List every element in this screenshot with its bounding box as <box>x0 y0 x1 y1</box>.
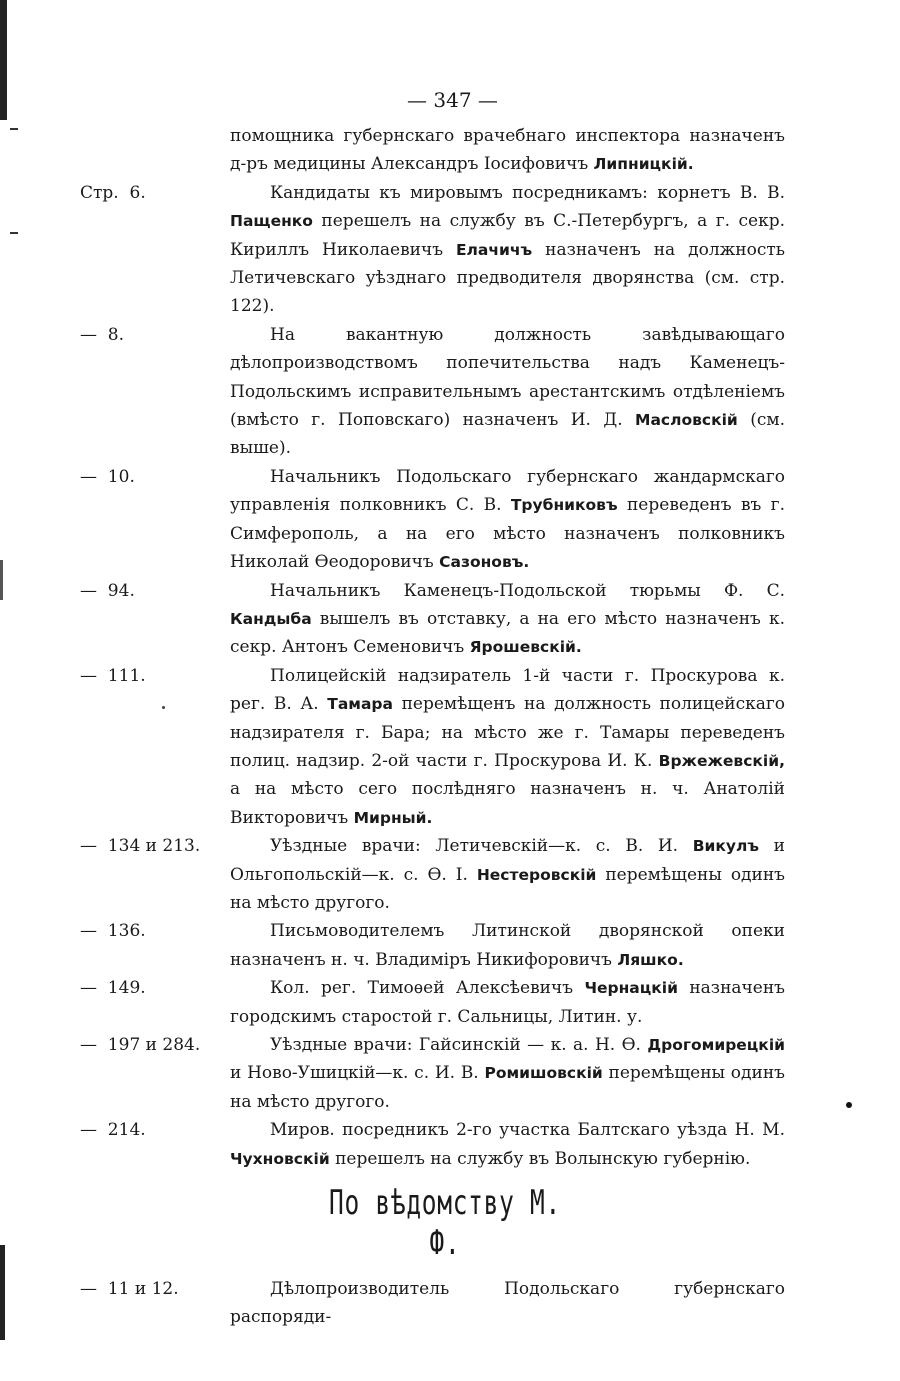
person-name: Чухновскій <box>230 1149 330 1168</box>
page-reference: — 197 и 284. <box>80 1035 201 1055</box>
entry-text <box>230 463 785 577</box>
person-name: Тамара <box>327 695 393 714</box>
entry-text-part: перемѣщены одинъ на мѣсто другого. <box>230 1063 785 1112</box>
entry-text-part: помощника губернскаго врачебнаго инспектора назначенъ д-ръ медицины Александръ Іосифовичъ <box>230 126 785 175</box>
page-reference: — 94. <box>80 580 135 601</box>
entry-text-part: На вакантную должность завѣдывающаго дѣлопроизводствомъ попечительства надъ Каменецъ-Подольскимъ исправительнымъ арестантскимъ отдѣленіемъ (вмѣсто г. Поповскаго) назначенъ И. Д. <box>230 324 785 431</box>
entry-row <box>80 832 785 917</box>
entry-text-part: назначенъ городскимъ старостой г. Сальницы, Литин. у. <box>230 978 785 1027</box>
entry-text <box>230 122 785 179</box>
entry-text-part: перемѣщены одинъ на мѣсто другого. <box>230 864 785 913</box>
page-reference: — 149. <box>80 978 146 999</box>
person-name: Чернацкій <box>584 979 678 998</box>
entry-text <box>230 321 785 463</box>
ink-spot <box>846 1102 852 1108</box>
entry-text-part: и Ольгопольскій—к. с. Ѳ. І. <box>230 836 785 885</box>
entry-text <box>230 1116 785 1173</box>
entry-row <box>80 974 785 1031</box>
page-reference <box>80 122 230 179</box>
page-reference: — 10. <box>80 466 135 487</box>
entry-text <box>230 974 785 1031</box>
entry-text <box>230 179 785 321</box>
entry-text <box>230 577 785 662</box>
person-name: Трубниковъ <box>510 496 618 515</box>
entry-text-part: перемѣщенъ на должность полицейскаго надзирателя г. Бара; на мѣсто же г. Тамары переведенъ полиц. надзир. 2-ой части г. Проскурова И. К. <box>230 694 786 771</box>
person-name: Масловскій <box>635 411 738 430</box>
entry-row <box>80 463 785 577</box>
entry-text-part: Миров. посредникъ 2-го участка Балтскаго уѣзда Н. М. <box>270 1120 785 1141</box>
person-name: Нестеровскій <box>476 865 597 884</box>
entry-text-part: Уѣздные врачи: Гайсинскій — к. а. Н. Ѳ. <box>270 1035 648 1055</box>
entry-row <box>80 917 785 974</box>
entry-text-part: Кол. рег. Тимоѳей Алексѣевичъ <box>270 978 585 999</box>
entry-text-part: вышелъ въ отставку, а на его мѣсто назначенъ к. секр. Антонъ Семеновичъ <box>230 608 785 658</box>
entry-text-part: а на мѣсто сего послѣдняго назначенъ н. ч. Анатолій Викторовичъ <box>230 779 785 828</box>
entry-text <box>230 1275 785 1332</box>
person-name: Липницкій. <box>593 155 694 174</box>
entry-row <box>80 321 785 463</box>
person-name: Ляшко. <box>617 950 684 969</box>
entry-row <box>80 122 785 179</box>
person-name: Елачичъ <box>455 240 533 259</box>
person-name: Викулъ <box>692 837 760 856</box>
entry-text <box>230 832 785 917</box>
scan-edge-mark <box>0 560 3 600</box>
page-reference: — 8. <box>80 324 125 345</box>
entry-text-part: перешелъ на службу въ С.-Петербургъ, а г. секр. Кириллъ Николаевичъ <box>230 211 785 260</box>
person-name: Пащенко <box>230 212 313 231</box>
scan-tick <box>10 232 18 234</box>
entry-text-part: Уѣздные врачи: Летичевскій—к. с. В. И. <box>270 836 693 857</box>
page-number: — 347 — <box>407 88 498 112</box>
entry-text <box>230 1031 785 1116</box>
person-name: Дрогомирецкій <box>647 1036 785 1054</box>
entry-text-part: (см. выше). <box>230 410 785 459</box>
entry-row <box>80 662 785 832</box>
entry-row <box>80 179 785 321</box>
document-page <box>80 88 785 1332</box>
entry-text-part: назначенъ на должность Летичевскаго уѣзднаго предводителя дворянства (см. стр. 122). <box>230 239 785 317</box>
entry-text-part: Письмоводителемъ Литинской дворянской опеки назначенъ н. ч. Владиміръ Никифоровичъ <box>230 921 785 970</box>
scan-edge-bottom <box>0 1245 5 1340</box>
person-name: Ромишовскій <box>484 1064 603 1083</box>
entry-row <box>80 1031 785 1116</box>
entry-text-part: Дѣлопроизводитель Подольскаго губернскаго распоряди- <box>230 1279 785 1328</box>
person-name: Сазоновъ. <box>439 553 530 572</box>
person-name: Вржежевскій, <box>658 751 785 770</box>
page-reference: — 11 и 12. <box>80 1279 179 1300</box>
entry-text-part: перешелъ на службу въ Волынскую губернію. <box>329 1148 751 1169</box>
person-name: Ярошевскій. <box>469 638 582 657</box>
entry-text-part: переведенъ въ г. Симферополь, а на его мѣсто назначенъ полковникъ Николай Ѳеодоровичъ <box>230 495 785 573</box>
page-reference: — 214. <box>80 1120 146 1141</box>
scan-tick <box>10 128 18 130</box>
entry-text-part: Начальникъ Подольскаго губернскаго жандармскаго управленія полковникъ С. В. <box>230 466 785 516</box>
page-reference: — 136. <box>80 921 146 942</box>
entry-row <box>80 1116 785 1173</box>
entries-list <box>80 122 785 1173</box>
page-reference: — 111. <box>80 665 146 686</box>
entry-text <box>230 917 785 974</box>
person-name: Мирный. <box>353 808 433 827</box>
entry-text-part: Кандидаты къ мировымъ посредникамъ: корнетъ В. В. <box>270 182 785 203</box>
entry-text-part: Начальникъ Каменецъ-Подольской тюрьмы Ф. С. <box>270 580 785 601</box>
scan-edge-top <box>0 0 7 120</box>
entry-text-part: Полицейскій надзиратель 1-й части г. Проскурова к. рег. В. А. <box>230 665 785 715</box>
entry-text-part: и Ново-Ушицкій—к. с. И. В. <box>230 1063 485 1084</box>
entry-text <box>230 662 785 832</box>
person-name: Кандыба <box>230 609 312 628</box>
page-reference: — 134 и 213. <box>80 836 201 857</box>
section-heading: По вѣдомству М. Ф. <box>329 1183 561 1264</box>
entry-row <box>80 1275 785 1332</box>
entry-row <box>80 577 785 662</box>
page-reference: Стр. 6. <box>80 182 146 203</box>
